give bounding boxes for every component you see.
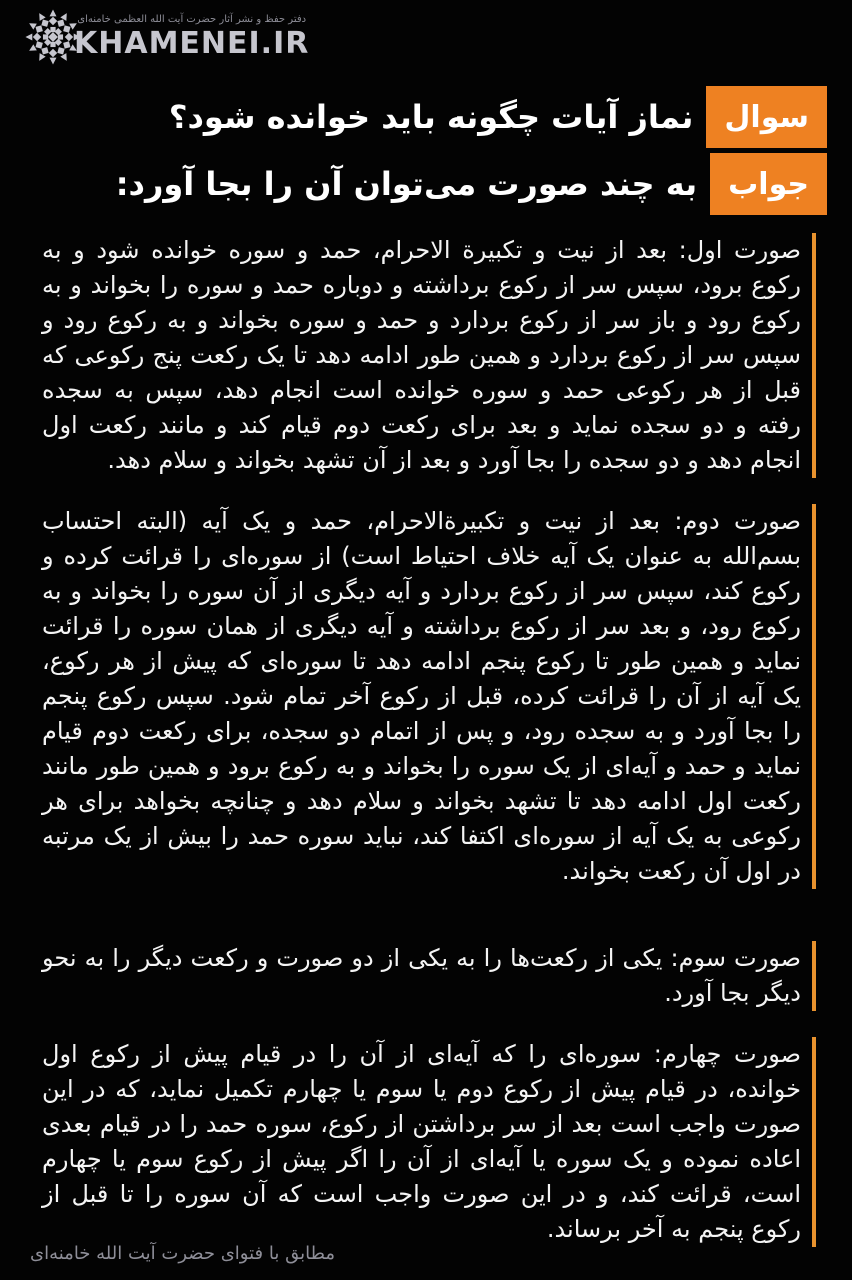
question-answer-header — [25, 86, 827, 215]
logo-text-block — [74, 13, 309, 61]
answer-label-badge: جواب — [710, 153, 827, 215]
logo-tagline: دفتر حفظ و نشر آثار حضرت آیت الله العظمی خامنه‌ای — [77, 14, 307, 25]
paragraph-first-method: صورت اول: بعد از نیت و تکبیرة الاحرام، حمد و سوره خوانده شود و به رکوع برود، سپس سر از رکوع برداشته و دوباره حمد و سوره را بخواند و به رکوع رود و باز سر از رکوع بردارد و حمد و سوره بخواند و به رکوع رود و سپس سر از رکوع بردارد و همین طور ادامه دهد تا یک رکعت پنج رکوعی که قبل از هر رکوعی حمد و سوره خوانده است انجام دهد، سپس به سجده رفته و دو سجده نماید و بعد برای رکعت دوم قیام کند و مانند رکعت اول انجام دهد و دو سجده را بجا آورد و بعد از آن تشهد بخواند و سلام دهد. — [42, 233, 816, 478]
paragraph-second-method: صورت دوم: بعد از نیت و تکبیرةالاحرام، حمد و یک آیه (البته احتساب بسم‌الله به عنوان یک آیه خلاف احتیاط است) از سوره‌ای را قرائت کرده و رکوع کند، سپس سر از رکوع بردارد و آیه دیگری از آن سوره را بخواند و به رکوع رود، و بعد سر از رکوع برداشته و آیه دیگری از همان سوره را قرائت نماید و همین طور تا رکوع پنجم ادامه دهد تا سوره‌ای که پیش از هر رکوع، یک آیه از آن را قرائت کرده، قبل از رکوع آخر تمام شود. سپس رکوع پنجم را بجا آورد و به سجده رود، و پس از اتمام دو سجده، برای رکعت دوم قیام نماید و حمد و آیه‌ای از یک سوره را بخواند و به رکوع برود و همین طور مانند رکعت اول ادامه دهد تا تشهد بخواند و سلام دهد و چنانچه بخواهد برای هر رکوعی به یک آیه از سوره‌ای اکتفا کند، نباید سوره حمد را بیش از یک مرتبه در اول آن رکعت بخواند. — [42, 504, 816, 889]
paragraph-fourth-method: صورت چهارم: سوره‌ای را که آیه‌ای از آن را در قیام پیش از رکوع اول خوانده، در قیام پیش از رکوع دوم یا سوم یا چهارم تکمیل نماید، که در این صورت واجب است بعد از سر برداشتن از رکوع، سوره حمد را در قیام بعدی اعاده نموده و یک سوره یا آیه‌ای از آن را اگر پیش از رکوع سوم یا چهارم است، قرائت کند، و در این صورت واجب است که آن سوره را تا قبل از رکوع پنجم به آخر برساند. — [42, 1037, 816, 1247]
ruling-paragraphs — [42, 233, 816, 1247]
khamenei-logo — [24, 8, 309, 66]
logo-wordmark: KHAMENEI.IR — [74, 26, 310, 61]
question-text: نماز آیات چگونه باید خوانده شود؟ — [168, 97, 694, 136]
paragraph-third-method: صورت سوم: یکی از رکعت‌ها را به یکی از دو صورت و رکعت دیگر را به نحو دیگر بجا آورد. — [42, 941, 816, 1011]
answer-row — [25, 153, 827, 215]
answer-text: به چند صورت می‌توان آن را بجا آورد: — [115, 164, 698, 203]
question-row — [25, 86, 827, 148]
footer-attribution: مطابق با فتوای حضرت آیت الله خامنه‌ای — [30, 1243, 335, 1264]
question-label-badge: سوال — [706, 86, 827, 148]
